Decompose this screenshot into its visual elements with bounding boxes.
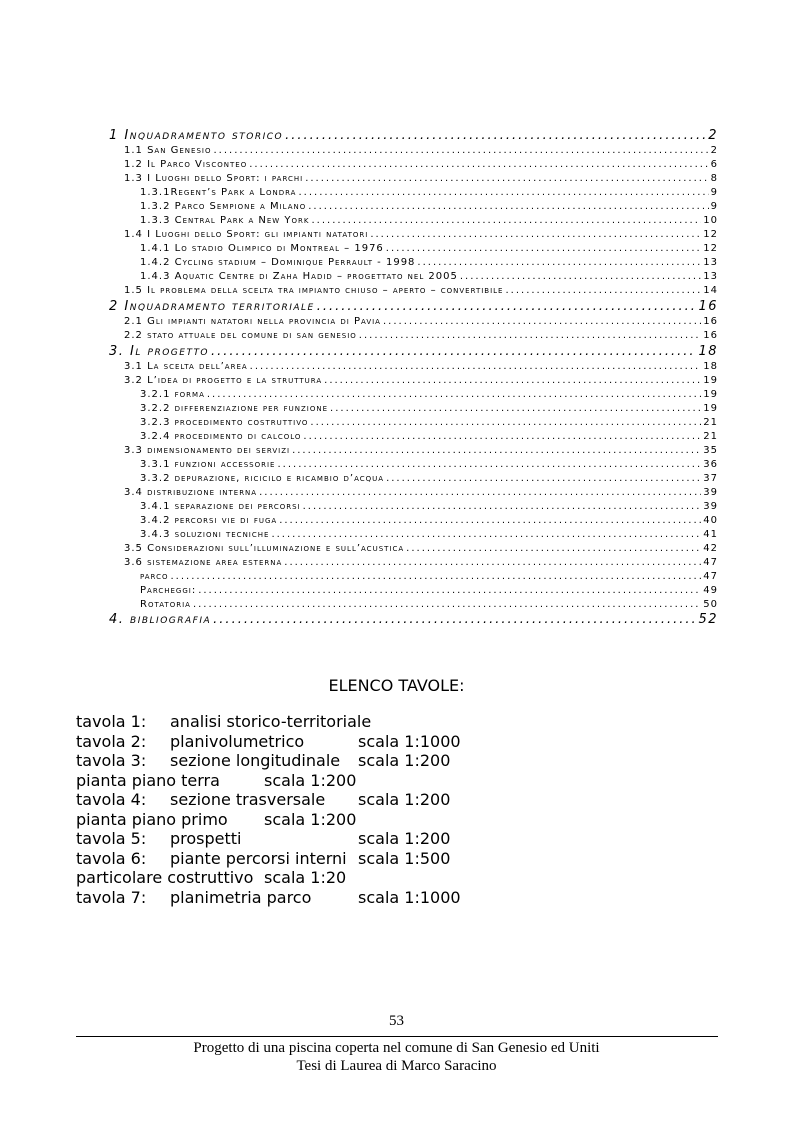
footer-divider [76,1036,718,1037]
toc-entry-title: 3.6 sistemazione area esterna [124,557,283,568]
toc-entry-page: 40 [703,515,718,526]
toc-entry-page: 13 [703,257,718,268]
tavola-label: tavola 6: [76,849,147,868]
tavola-label: tavola 3: [76,751,147,770]
tavola-line [76,849,496,869]
tavola-line [76,868,496,888]
tavola-scale: scala 1:1000 [358,888,461,907]
toc-entry-page: 2 [708,128,718,143]
toc-leader [417,257,701,268]
toc-entry-page: 16 [698,299,718,314]
toc-leader [285,128,706,143]
toc-entry [109,611,718,627]
toc-entry [140,387,718,400]
tavola-line [76,771,496,791]
toc-entry [124,359,718,372]
toc-entry [124,171,718,184]
toc-leader [303,501,702,512]
toc-entry-title: 3.2.2 differenziazione per funzione [140,403,329,414]
toc-entry-title: 3.4.3 soluzioni tecniche [140,529,270,540]
toc-entry [124,555,718,568]
toc-leader [386,243,701,254]
toc-entry-title: 1.5 Il problema della scelta tra impianto chiuso – aperto – convertibile [124,285,504,296]
toc-entry [140,213,718,226]
toc-entry-page: 21 [703,431,718,442]
toc-entry-page: 2 [710,145,718,156]
tavola-scale: scala 1:500 [358,849,451,868]
toc-entry-page: 19 [703,403,718,414]
toc-entry-title: 4. bibliografia [109,612,212,627]
tavola-label: particolare costruttivo [76,868,254,887]
toc-entry-title: 1.3.2 Parco Sempione a Milano [140,201,307,212]
tavola-description: sezione longitudinale [170,751,341,770]
tavola-label: pianta piano primo [76,810,228,829]
toc-entry-title: 3.2.4 procedimento di calcolo [140,431,302,442]
toc-entry-title: 1.4.1 Lo stadio Olimpico di Montreal – 1976 [140,243,384,254]
toc-entry-page: 19 [703,389,718,400]
toc-entry-title: 3.4 distribuzione interna [124,487,258,498]
toc-entry [124,157,718,170]
toc-entry-title: Rotatoria [140,599,191,610]
toc-entry [140,583,718,596]
toc-entry-page: 39 [703,501,718,512]
toc-leader [317,299,697,314]
tavola-description: sezione trasversale [170,790,326,809]
toc-entry-page: 21 [703,417,718,428]
toc-entry-title: 1.4 I Luoghi dello Sport: gli impianti natatori [124,229,369,240]
toc-leader [277,459,701,470]
tavola-description: piante percorsi interni [170,849,347,868]
toc-leader [249,159,708,170]
toc-leader [505,285,701,296]
tavola-line [76,790,496,810]
toc-leader [310,417,701,428]
toc-leader [213,145,708,156]
toc-entry-title: 3.5 Considerazioni sull’illuminazione e sull’acustica [124,543,405,554]
toc-entry-title: Parcheggi: [140,585,197,596]
footer-author: Tesi di Laurea di Marco Saracino [296,1058,497,1074]
tavola-label: tavola 7: [76,888,147,907]
page-number: 53 [389,1013,404,1029]
toc-entry-page: 52 [698,612,718,627]
tavola-line [76,732,496,752]
tavola-line [76,751,496,771]
toc-entry-title: 2.2 stato attuale del comune di san genesio [124,330,357,341]
toc-entry [124,485,718,498]
toc-entry [140,255,718,268]
tavola-scale: scala 1:20 [264,868,347,887]
toc-entry-page: 47 [703,571,718,582]
toc-entry-title: 3.1 La scelta dell’area [124,361,248,372]
tavola-label: tavola 5: [76,829,147,848]
footer-title: Progetto di una piscina coperta nel comune di San Genesio ed Uniti [193,1040,600,1056]
toc-leader [292,445,701,456]
toc-leader [308,201,708,212]
toc-entry-title: 1.3.3 Central Park a New York [140,215,310,226]
toc-leader [460,271,701,282]
toc-leader [298,187,708,198]
toc-entry-page: 41 [703,529,718,540]
tavola-description: analisi storico-territoriale [170,712,372,731]
toc-entry-title: 1.1 San Genesio [124,145,212,156]
tavola-label: pianta piano terra [76,771,220,790]
toc-entry-title: 3.3.1 funzioni accessorie [140,459,276,470]
tavole-heading: ELENCO TAVOLE: [328,676,465,695]
tavola-line [76,888,496,908]
toc-entry-page: 16 [703,316,718,327]
toc-entry-page: 49 [703,585,718,596]
toc-entry-title: 1.2 Il Parco Visconteo [124,159,248,170]
toc-leader [311,215,701,226]
toc-entry-title: 1 Inquadramento storico [109,128,284,143]
toc-entry [140,597,718,610]
tavola-label: tavola 1: [76,712,147,731]
tavola-scale: scala 1:200 [358,790,451,809]
toc-leader [170,571,701,582]
toc-entry-page: 9 [710,201,718,212]
toc-leader [193,599,701,610]
toc-entry [140,429,718,442]
toc-entry [140,513,718,526]
toc-entry [109,127,718,143]
tavola-description: planivolumetrico [170,732,305,751]
toc-entry [140,401,718,414]
tavola-line [76,712,496,732]
toc-entry-title: 1.3 I Luoghi dello Sport: i parchi [124,173,304,184]
toc-entry-title: 3.2.3 procedimento costruttivo [140,417,309,428]
toc-entry-page: 39 [703,487,718,498]
toc-leader [406,543,701,554]
toc-entry-title: 3.4.1 separazione dei percorsi [140,501,301,512]
tavola-scale: scala 1:200 [264,771,357,790]
toc-entry-page: 10 [703,215,718,226]
toc-entry [109,343,718,359]
toc-leader [303,431,701,442]
toc-leader [386,473,701,484]
toc-entry-page: 42 [703,543,718,554]
tavola-description: planimetria parco [170,888,312,907]
toc-entry-page: 19 [703,375,718,386]
toc-entry [124,143,718,156]
toc-leader [259,487,701,498]
toc-entry [140,527,718,540]
toc-entry [140,569,718,582]
toc-leader [207,389,701,400]
toc-entry [140,241,718,254]
toc-entry [124,314,718,327]
toc-leader [330,403,701,414]
toc-entry-title: 3.4.2 percorsi vie di fuga [140,515,278,526]
toc-entry [124,328,718,341]
toc-entry-page: 13 [703,271,718,282]
toc-leader [370,229,701,240]
toc-entry-page: 12 [703,243,718,254]
toc-entry [124,541,718,554]
toc-entry-title: 1.4.2 Cycling stadium – Dominique Perrault - 1998 [140,257,416,268]
tavola-line [76,829,496,849]
toc-entry-page: 36 [703,459,718,470]
toc-entry-page: 18 [703,361,718,372]
toc-entry-title: 1.3.1Regent’s Park a Londra [140,187,297,198]
toc-entry-title: 2.1 Gli impianti natatori nella provincia di Pavia [124,316,381,327]
toc-leader [279,515,701,526]
tavola-scale: scala 1:1000 [358,732,461,751]
toc-entry-title: 3.3.2 depurazione, ricicilo e ricambio d’acqua [140,473,385,484]
toc-leader [383,316,701,327]
toc-entry [124,373,718,386]
toc-leader [213,612,696,627]
toc-entry-title: parco [140,571,169,582]
toc-leader [305,173,708,184]
toc-entry-title: 3. Il progetto [109,344,210,359]
toc-leader [211,344,696,359]
toc-entry [124,227,718,240]
toc-entry [140,199,718,212]
toc-entry-page: 47 [703,557,718,568]
toc-entry-page: 16 [703,330,718,341]
toc-entry-title: 2 Inquadramento territoriale [109,299,315,314]
toc-entry [140,499,718,512]
toc-entry [140,471,718,484]
toc-entry-page: 14 [703,285,718,296]
tavola-label: tavola 2: [76,732,147,751]
tavola-scale: scala 1:200 [264,810,357,829]
toc-entry-page: 12 [703,229,718,240]
toc-entry-page: 37 [703,473,718,484]
toc-leader [271,529,701,540]
toc-leader [324,375,701,386]
tavola-line [76,810,496,830]
toc-entry-page: 50 [703,599,718,610]
tavola-scale: scala 1:200 [358,829,451,848]
toc-entry-title: 1.4.3 Aquatic Centre di Zaha Hadid – progettato nel 2005 [140,271,458,282]
toc-entry [140,185,718,198]
tavola-description: prospetti [170,829,242,848]
toc-entry [124,283,718,296]
toc-entry [124,443,718,456]
toc-entry-title: 3.2.1 forma [140,389,205,400]
toc-entry-page: 6 [710,159,718,170]
toc-entry [140,415,718,428]
tavola-label: tavola 4: [76,790,147,809]
tavola-scale: scala 1:200 [358,751,451,770]
toc-entry-page: 18 [698,344,718,359]
toc-entry [140,269,718,282]
toc-entry-title: 3.3 dimensionamento dei servizi [124,445,291,456]
toc-entry-title: 3.2 L’idea di progetto e la struttura [124,375,323,386]
toc-leader [359,330,701,341]
toc-entry [140,457,718,470]
toc-entry-page: 9 [710,187,718,198]
toc-entry-page: 35 [703,445,718,456]
toc-leader [198,585,701,596]
toc-entry-page: 8 [710,173,718,184]
toc-entry [109,298,718,314]
toc-leader [284,557,701,568]
toc-leader [250,361,702,372]
